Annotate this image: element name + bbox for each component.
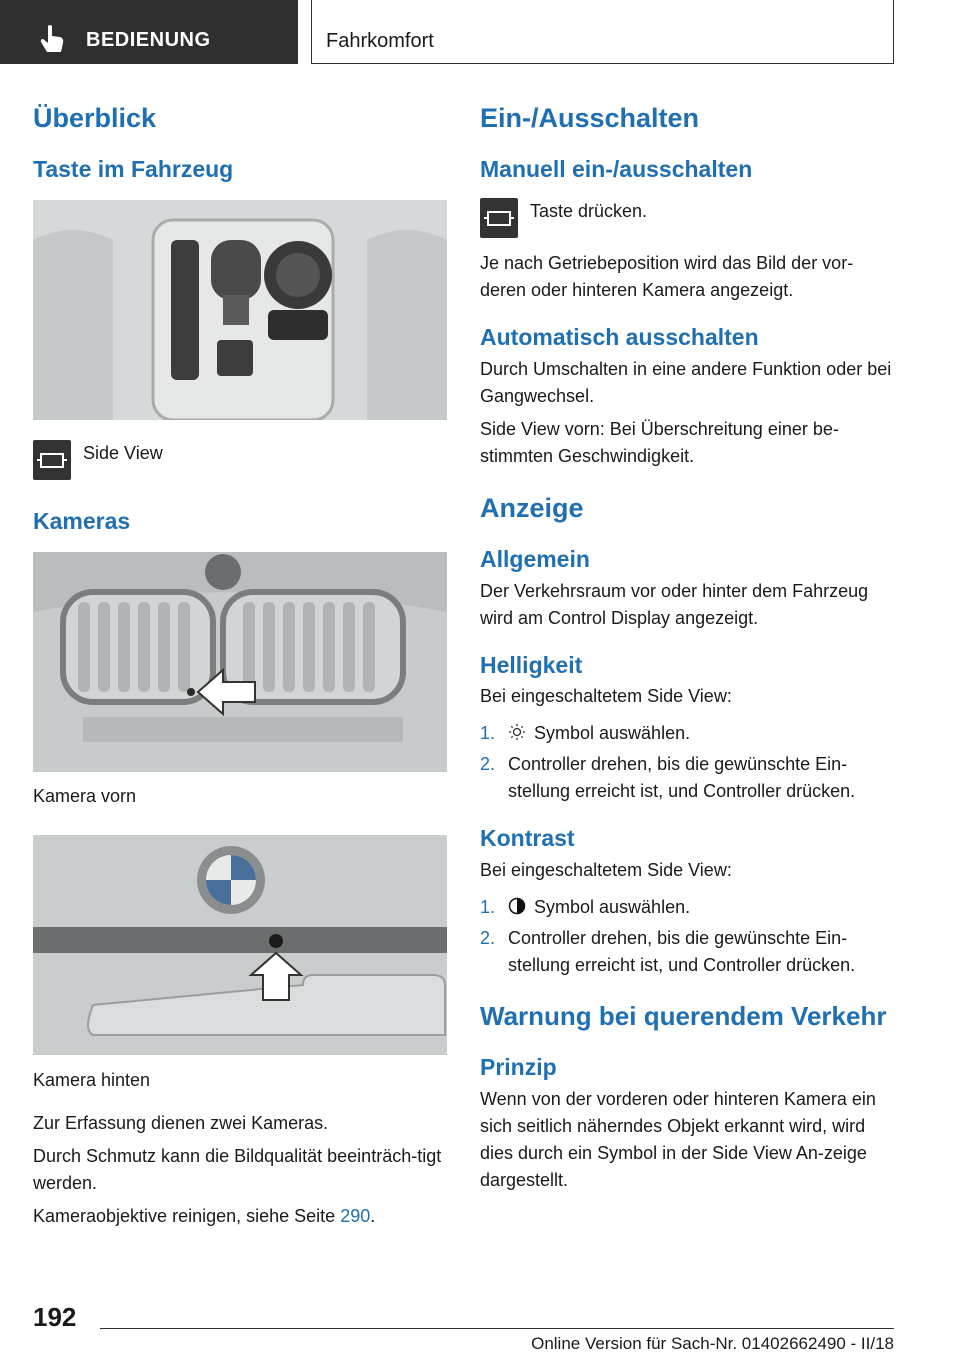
list-item [480,925,894,979]
list-item [480,751,894,805]
paragraph-auto-off-2: Side View vorn: Bei Überschreitung einer be-stimmten Geschwindigkeit. [480,418,839,466]
heading-contrast: Kontrast [480,825,575,852]
heading-brightness: Helligkeit [480,651,583,678]
paragraph-general: Der Verkehrsraum vor oder hinter dem Fahrzeug wird am Control Display angezeigt. [480,580,869,628]
figure-front-camera [33,552,447,772]
hand-pointer-icon [38,24,66,54]
side-view-label: Side View [83,442,163,463]
footer-text: Online Version für Sach-Nr. 01402662490 - II/18 [531,1334,894,1353]
heading-display: Anzeige [480,492,584,523]
list-item [480,894,894,921]
camera-button-icon [480,198,518,238]
press-button-row [480,198,894,238]
paragraph-brightness: Bei eingeschaltetem Side View: [480,686,732,707]
heading-cameras: Kameras [33,507,131,534]
caption-front-camera: Kamera vorn [33,785,137,806]
side-view-button-row [33,440,447,480]
chapter-title: Fahrkomfort [326,30,434,52]
step-number: 1. [480,896,496,917]
paragraph-clean-lenses [33,1203,447,1230]
camera-button-icon [33,440,71,480]
caption-rear-camera: Kamera hinten [33,1069,151,1090]
step-text: Controller drehen, bis die gewünschte Ein-stellung erreicht ist, und Controller drücken. [508,754,856,802]
contrast-icon [508,897,526,915]
list-item [480,720,894,747]
step-text: Controller drehen, bis die gewünschte Ein-stellung erreicht ist, und Controller drücken. [508,927,856,975]
paragraph-gear-position: Je nach Getriebeposition wird das Bild der vor-deren oder hinteren Kamera angezeigt. [480,252,854,300]
clean-lenses-text: Kameraobjektive reinigen, siehe Seite [33,1205,341,1226]
step-text [508,894,894,921]
footer-divider [100,1328,894,1329]
paragraph-auto-off-1: Durch Umschalten in eine andere Funktion oder bei Gangwechsel. [480,358,892,406]
heading-auto-off: Automatisch ausschalten [480,323,759,350]
figure-rear-camera [33,835,447,1055]
heading-general: Allgemein [480,545,590,572]
heading-cross-traffic-warning: Warnung bei querendem Verkehr [480,1000,887,1031]
page-number: 192 [33,1302,77,1332]
clean-lenses-period: . [370,1205,376,1226]
step-label: Symbol auswählen. [534,896,691,917]
step-text [508,720,894,747]
step-number: 2. [480,754,496,775]
contrast-steps [480,894,894,979]
left-column [33,100,447,1230]
paragraph-dirt: Durch Schmutz kann die Bildqualität beeinträch-tigt werden. [33,1145,442,1193]
heading-on-off: Ein-/Ausschalten [480,103,700,133]
heading-overview: Überblick [33,103,157,133]
heading-principle: Prinzip [480,1053,557,1080]
page-link-290[interactable]: 290 [340,1205,371,1226]
figure-center-console [33,200,447,420]
step-number: 1. [480,723,496,744]
brightness-steps [480,720,894,805]
right-column [480,100,894,1194]
heading-button-in-vehicle: Taste im Fahrzeug [33,156,234,183]
section-tab [0,0,298,64]
paragraph-contrast: Bei eingeschaltetem Side View: [480,859,732,880]
brightness-icon [508,723,526,741]
press-button-text: Taste drücken. [530,200,648,221]
paragraph-two-cameras: Zur Erfassung dienen zwei Kameras. [33,1112,329,1133]
chapter-header [311,0,894,64]
section-tab-label: BEDIENUNG [86,29,211,51]
paragraph-principle: Wenn von der vorderen oder hinteren Kamera ein sich seitlich näherndes Objekt erkannt wird, wird dies durch ein Symbol in der Side View An-zeige dargestellt. [480,1088,876,1190]
step-number: 2. [480,927,496,948]
step-label: Symbol auswählen. [534,723,691,744]
heading-manual: Manuell ein-/ausschalten [480,156,753,183]
